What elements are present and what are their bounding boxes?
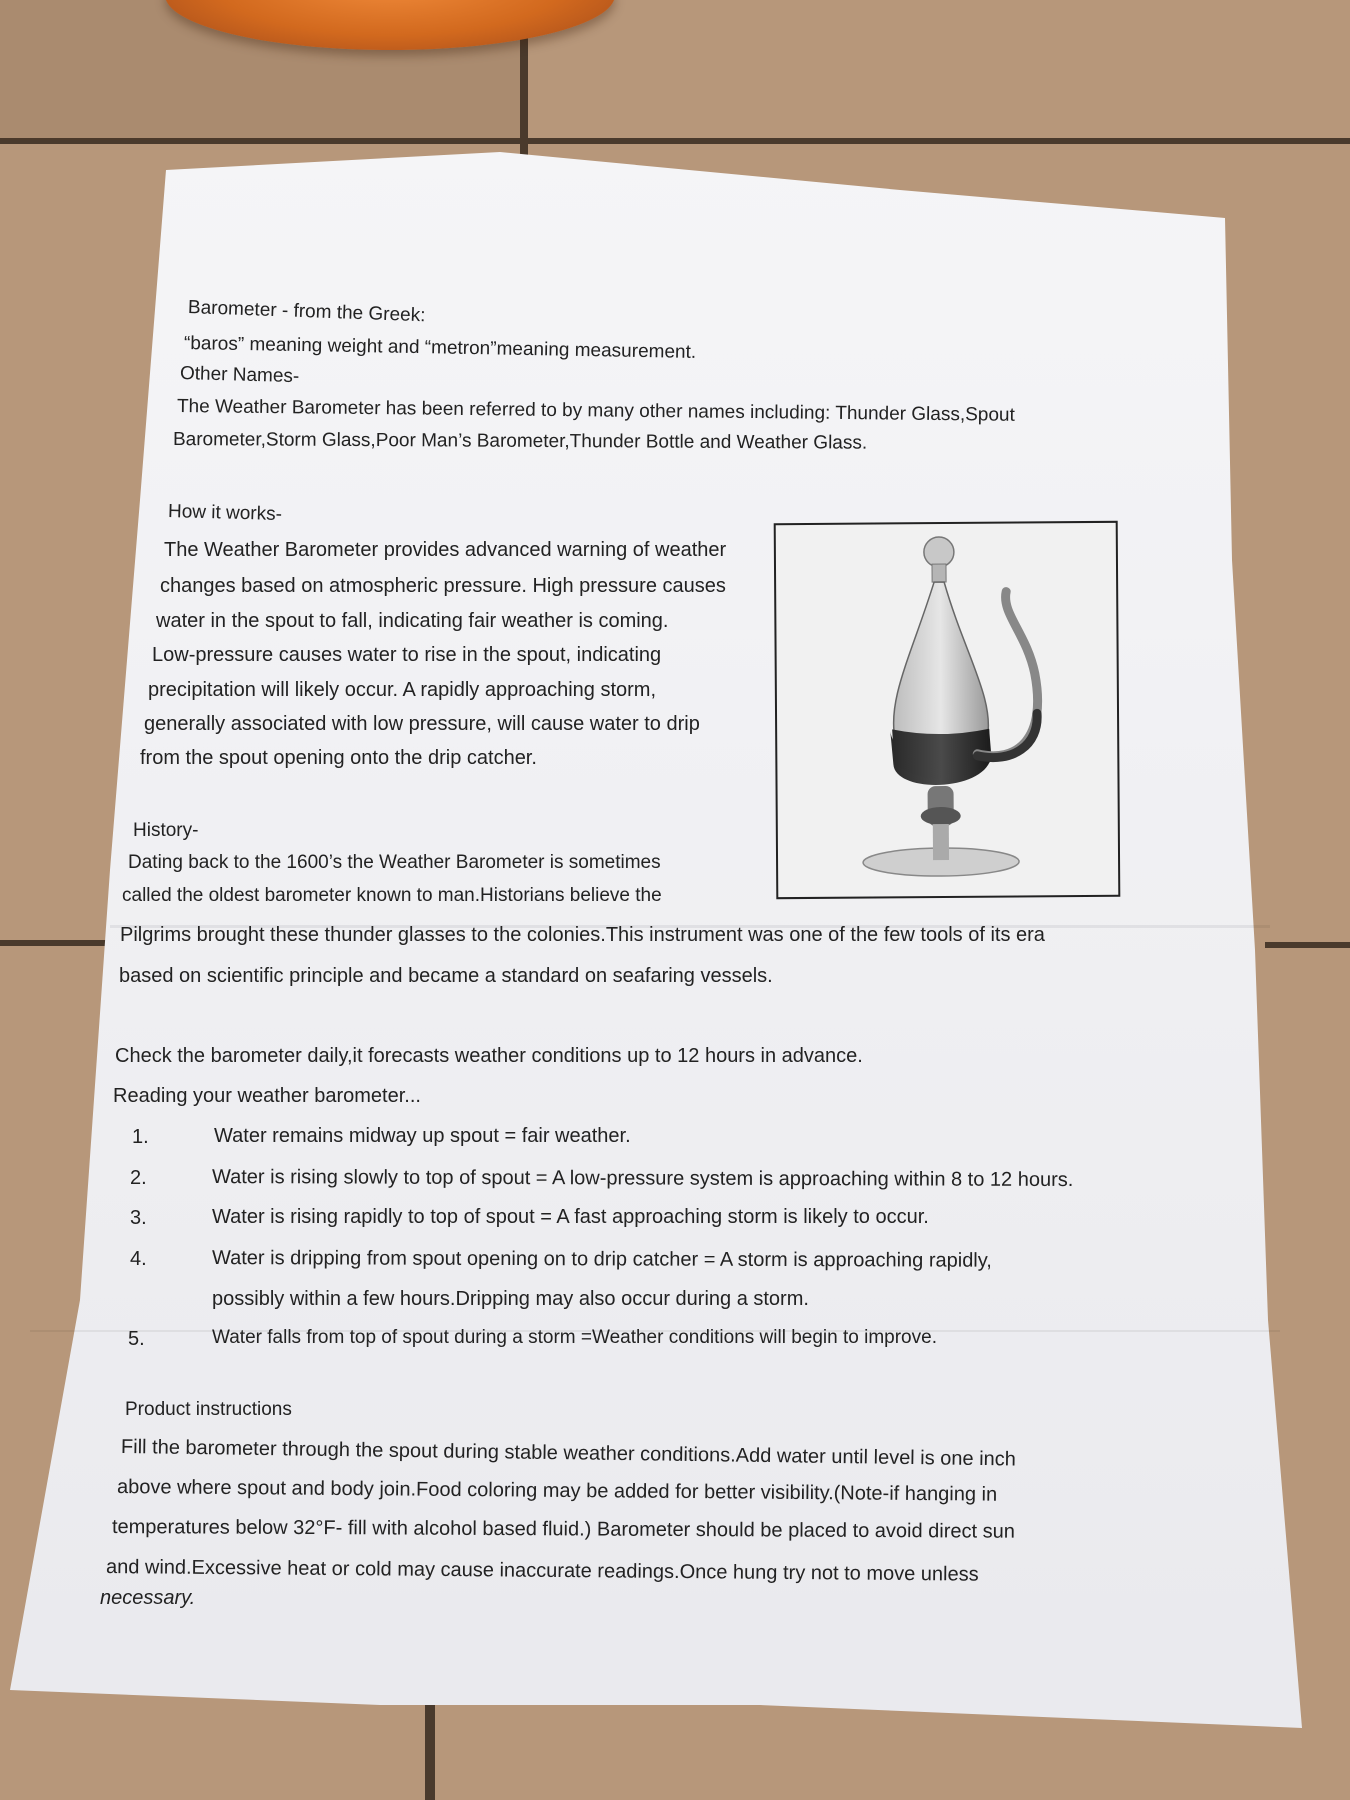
list-number: 2. — [130, 1167, 147, 1189]
list-item: Water remains midway up spout = fair weather. — [214, 1125, 631, 1147]
list-item-continuation: possibly within a few hours.Dripping may also occur during a storm. — [212, 1288, 809, 1310]
instructions-line: necessary. — [100, 1587, 196, 1609]
history-line: based on scientific principle and became a standard on seafaring vessels. — [119, 965, 773, 987]
how-it-works-heading: How it works- — [167, 501, 283, 525]
list-item: Water is rising rapidly to top of spout = A fast approaching storm is likely to occur. — [212, 1206, 929, 1228]
list-number: 4. — [130, 1248, 147, 1270]
how-it-works-line: water in the spout to fall, indicating fair weather is coming. — [156, 610, 669, 632]
instructions-heading: Product instructions — [125, 1399, 292, 1420]
history-line: Dating back to the 1600’s the Weather Barometer is sometimes — [128, 852, 661, 873]
how-it-works-line: generally associated with low pressure, will cause water to drip — [144, 713, 700, 735]
other-names-line-1: The Weather Barometer has been referred to by many other names including: Thunder Glass,Spout — [176, 396, 1015, 426]
other-names-heading: Other Names- — [179, 363, 300, 388]
check-daily-line: Check the barometer daily,it forecasts weather conditions up to 12 hours in advance. — [115, 1045, 863, 1067]
history-heading: History- — [133, 820, 199, 841]
box-seam-bottom — [425, 1700, 435, 1800]
how-it-works-line: Low-pressure causes water to rise in the spout, indicating — [152, 644, 662, 666]
thunder-glass-illustration — [776, 523, 1119, 897]
how-it-works-line: precipitation will likely occur. A rapidly approaching storm, — [148, 679, 657, 701]
barometer-photo — [774, 521, 1121, 899]
how-it-works-line: The Weather Barometer provides advanced warning of weather — [164, 539, 727, 561]
list-item: Water is dripping from spout opening on to drip catcher = A storm is approaching rapidly, — [211, 1247, 992, 1272]
instructions-line: and wind.Excessive heat or cold may cause inaccurate readings.Once hung try not to move unless — [105, 1556, 979, 1586]
how-it-works-line: changes based on atmospheric pressure. High pressure causes — [160, 575, 726, 597]
box-seam-right — [1265, 942, 1350, 948]
reading-heading: Reading your weather barometer... — [113, 1085, 421, 1107]
instructions-line: above where spout and body join.Food coloring may be added for better visibility.(Note-if hanging in — [116, 1476, 998, 1506]
list-number: 3. — [130, 1207, 147, 1229]
list-number: 5. — [128, 1328, 145, 1350]
instructions-line: Fill the barometer through the spout during stable weather conditions.Add water until level is one inch — [120, 1436, 1017, 1471]
list-number: 1. — [132, 1126, 149, 1148]
other-names-line-2: Barometer,Storm Glass,Poor Man’s Barometer,Thunder Bottle and Weather Glass. — [172, 429, 868, 454]
history-line: Pilgrims brought these thunder glasses to the colonies.This instrument was one of the few tools of its era — [120, 924, 1045, 946]
instructions-line: temperatures below 32°F- fill with alcohol based fluid.) Barometer should be placed to avoid direct sun — [111, 1516, 1015, 1543]
intro-line-1: Barometer - from the Greek: — [187, 297, 426, 327]
list-item: Water falls from top of spout during a storm =Weather conditions will begin to improve. — [212, 1327, 937, 1348]
how-it-works-line: from the spout opening onto the drip catcher. — [140, 747, 537, 769]
history-line: called the oldest barometer known to man.Historians believe the — [122, 885, 662, 906]
intro-line-2: “baros” meaning weight and “metron”meaning measurement. — [183, 333, 697, 363]
list-item: Water is rising slowly to top of spout = A low-pressure system is approaching within 8 to 12 hours. — [211, 1166, 1074, 1192]
